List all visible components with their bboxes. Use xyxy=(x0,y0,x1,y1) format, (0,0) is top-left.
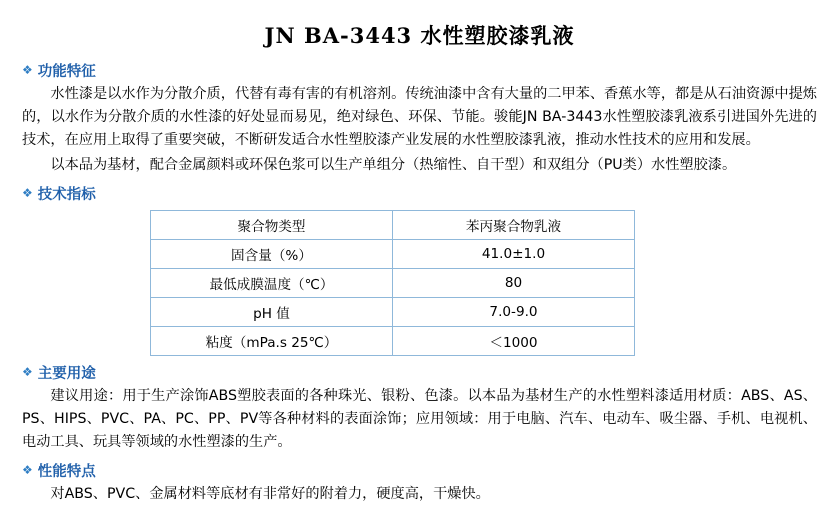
spec-name: 固含量（%） xyxy=(151,240,393,269)
table-row xyxy=(151,269,635,298)
diamond-bullet-icon: ❖ xyxy=(22,462,33,477)
table-row xyxy=(151,298,635,327)
spec-name: 最低成膜温度（℃） xyxy=(151,269,393,298)
page-title: JN BA-3443 水性塑胶漆乳液 xyxy=(264,23,575,48)
section-heading-label: 功能特征 xyxy=(37,64,96,80)
spec-value: 7.0-9.0 xyxy=(393,298,635,327)
spec-value: ＜1000 xyxy=(393,327,635,356)
table-row xyxy=(151,240,635,269)
spec-name: 粘度（mPa.s 25℃） xyxy=(151,327,393,356)
section-heading-applications xyxy=(22,362,817,383)
paragraph-applications-1: 建议用途：用于生产涂饰ABS塑胶表面的各种珠光、银粉、色漆。以本品为基材生产的水性塑料漆适用材质：ABS、AS、PS、HIPS、PVC、PA、PC、PP、PV等各种材料的表面涂饰；应用领域：用于电脑、汽车、电动车、吸尘器、手机、电视机、电动工具、玩具等领域的水性塑漆的生产。 xyxy=(22,388,817,450)
spec-name: pH 值 xyxy=(151,298,393,327)
spec-value: 苯丙聚合物乳液 xyxy=(393,211,635,240)
diamond-bullet-icon: ❖ xyxy=(22,62,33,77)
spec-value: 80 xyxy=(393,269,635,298)
diamond-bullet-icon: ❖ xyxy=(22,364,33,379)
section-heading-label: 性能特点 xyxy=(37,464,96,480)
paragraph-features-1: 水性漆是以水作为分散介质，代替有毒有害的有机溶剂。传统油漆中含有大量的二甲苯、香蕉水等，都是从石油资源中提炼的，以水作为分散介质的水性漆的好处显而易见，绝对绿色、环保、节能。骏能JN BA-3443水性塑胶漆乳液系引进国外先进的技术，在应用上取得了重要突破，不断研发适合水性塑胶漆产业发展的水性塑胶漆乳液，推动水性技术的应用和发展。 xyxy=(22,86,817,148)
table-row xyxy=(151,211,635,240)
diamond-bullet-icon: ❖ xyxy=(22,185,33,200)
spec-value: 41.0±1.0 xyxy=(393,240,635,269)
section-heading-label: 技术指标 xyxy=(37,187,96,203)
table-row xyxy=(151,327,635,356)
section-heading-specs xyxy=(22,183,817,204)
section-heading-label: 主要用途 xyxy=(37,366,96,382)
section-heading-features xyxy=(22,60,817,81)
paragraph-performance-1: 对ABS、PVC、金属材料等底材有非常好的附着力，硬度高，干燥快。 xyxy=(50,486,490,502)
spec-name: 聚合物类型 xyxy=(151,211,393,240)
spec-table xyxy=(150,210,635,356)
paragraph-features-2: 以本品为基材，配合金属颜料或环保色浆可以生产单组分（热缩性、自干型）和双组分（PU类）水性塑胶漆。 xyxy=(50,157,737,173)
section-heading-performance xyxy=(22,460,817,481)
